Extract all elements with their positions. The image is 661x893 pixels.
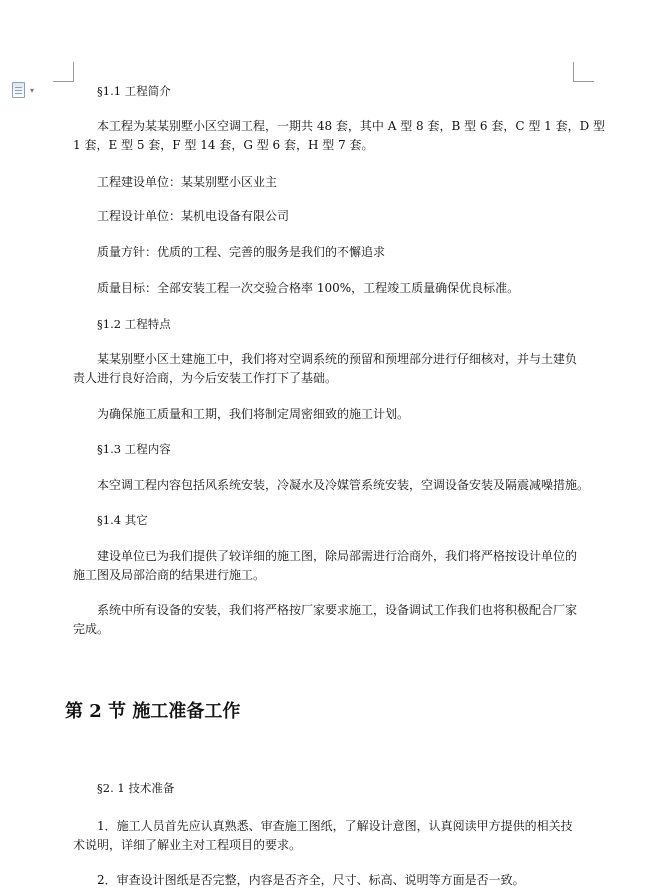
feature-paragraph-line2: 责人进行良好洽商，为今后安装工作打下了基础。 <box>73 371 338 385</box>
crop-mark-right-vertical <box>573 62 574 82</box>
section-1-1-heading: §1.1 工程简介 <box>97 84 171 98</box>
plan-paragraph: 为确保施工质量和工期，我们将制定周密细致的施工计划。 <box>97 407 410 421</box>
quality-target-paragraph: 质量目标：全部安装工程一次交验合格率 100%，工程竣工质量确保优良标准。 <box>97 281 520 295</box>
crop-mark-left-vertical <box>73 62 74 82</box>
content-paragraph: 本空调工程内容包括风系统安装，冷凝水及冷媒管系统安装，空调设备安装及隔震减噪措施。 <box>97 478 590 492</box>
intro-paragraph-line1: 本工程为某某别墅小区空调工程，一期共 48 套，其中 A 型 8 套，B 型 6 套，C 型 1 套，D 型 <box>97 119 606 133</box>
tech-paragraph-1-line1: 1．施工人员首先应认真熟悉、审查施工图纸，了解设计意图，认真阅读甲方提供的相关技 <box>97 819 573 833</box>
feature-paragraph-line1: 某某别墅小区土建施工中，我们将对空调系统的预留和预埋部分进行仔细核对，并与土建负 <box>97 352 578 366</box>
quality-policy-paragraph: 质量方针：优质的工程、完善的服务是我们的不懈追求 <box>97 245 386 259</box>
owner-paragraph: 工程建设单位：某某别墅小区业主 <box>97 175 278 189</box>
chapter-2-heading: 第 2 节 施工准备工作 <box>65 701 241 722</box>
other-paragraph-1-line1: 建设单位已为我们提供了较详细的施工图，除局部需进行洽商外，我们将严格按设计单位的 <box>97 549 578 563</box>
designer-paragraph: 工程设计单位：某机电设备有限公司 <box>97 209 290 223</box>
tech-paragraph-2: 2．审查设计图纸是否完整，内容是否齐全，尺寸、标高、说明等方面是否一致。 <box>97 873 525 887</box>
dropdown-arrow-icon[interactable]: ▾ <box>30 86 35 95</box>
section-2-1-heading: §2. 1 技术准备 <box>97 781 175 795</box>
other-paragraph-2-line2: 完成。 <box>73 622 110 636</box>
crop-mark-left-horizontal <box>53 81 74 82</box>
intro-paragraph-line2: 1 套，E 型 5 套，F 型 14 套，G 型 6 套，H 型 7 套。 <box>73 138 374 152</box>
section-1-4-heading: §1.4 其它 <box>97 513 148 527</box>
tech-paragraph-1-line2: 术说明，详细了解业主对工程项目的要求。 <box>73 838 302 852</box>
other-paragraph-1-line2: 施工图及局部洽商的结果进行施工。 <box>73 568 266 582</box>
section-1-3-heading: §1.3 工程内容 <box>97 442 171 456</box>
other-paragraph-2-line1: 系统中所有设备的安装，我们将严格按厂家要求施工，设备调试工作我们也将积极配合厂家 <box>97 603 578 617</box>
section-1-2-heading: §1.2 工程特点 <box>97 317 171 331</box>
document-icon[interactable] <box>12 82 25 98</box>
